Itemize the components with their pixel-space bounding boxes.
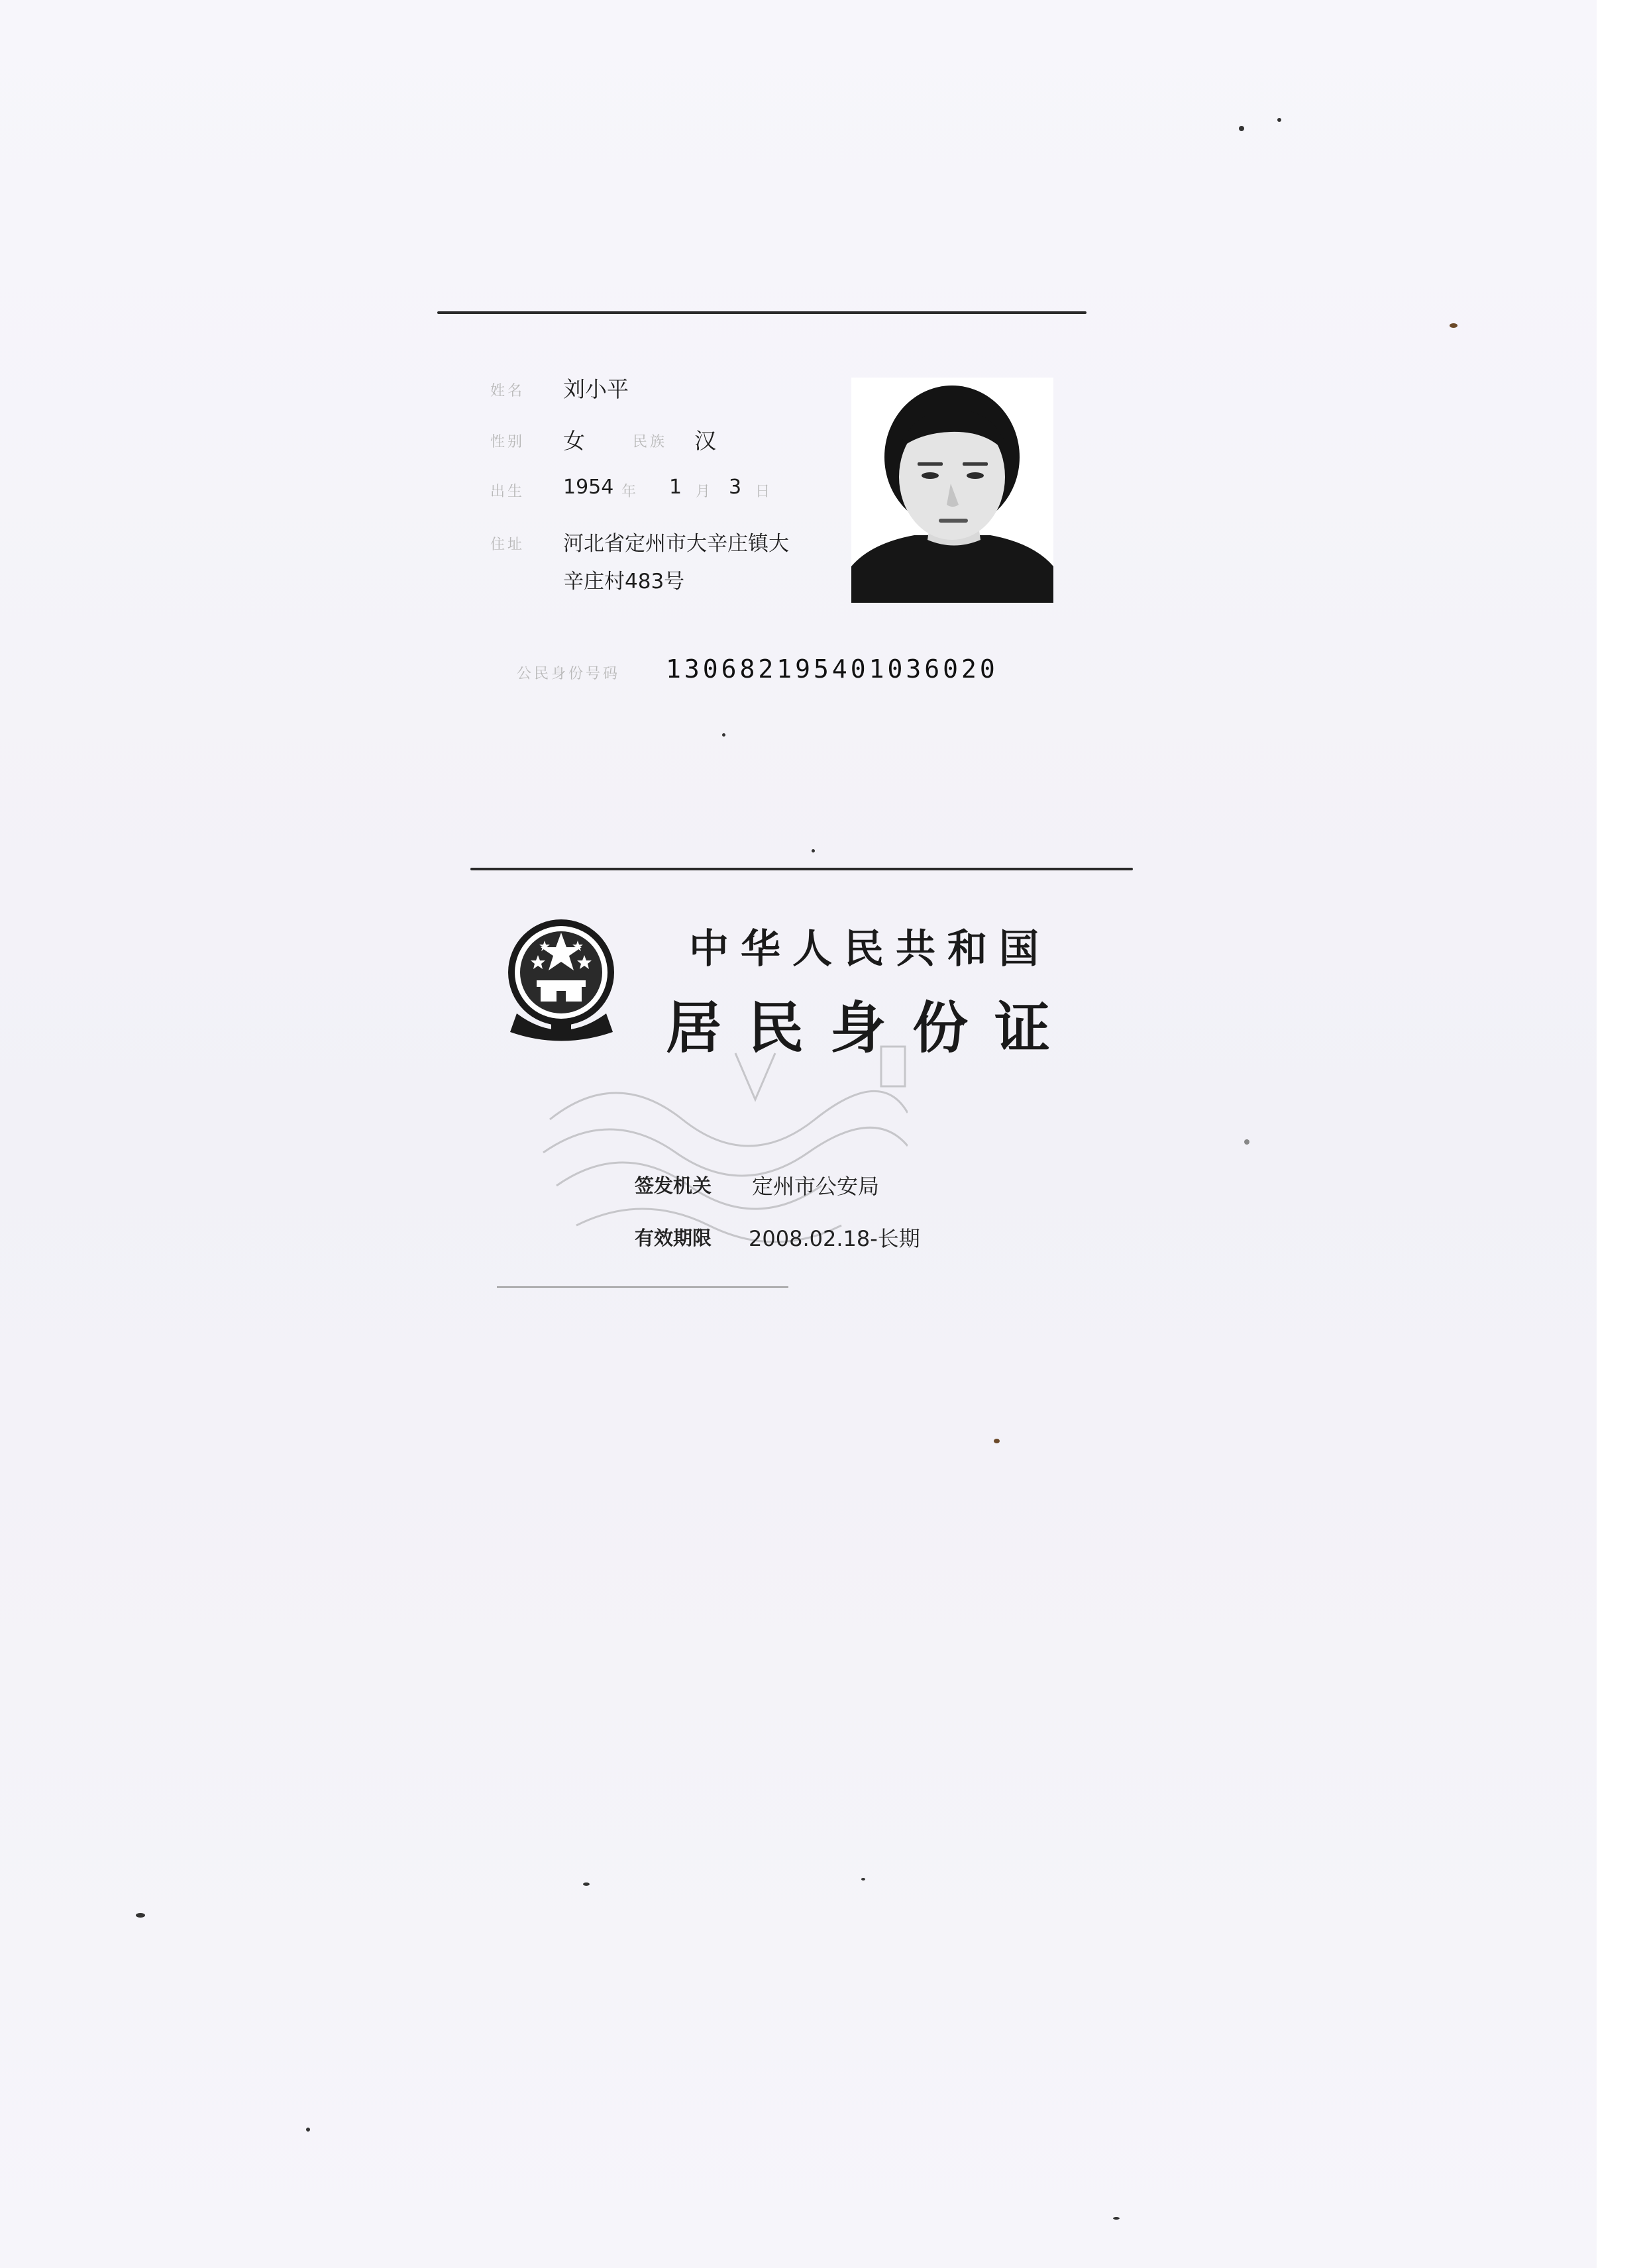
name-label: 姓名 — [490, 383, 525, 399]
sex-value: 女 — [563, 428, 585, 454]
ethnicity-value: 汉 — [694, 428, 716, 454]
scan-speck — [1450, 323, 1458, 328]
scan-speck — [812, 849, 815, 852]
portrait-photo — [851, 378, 1053, 603]
scan-speck — [1239, 126, 1244, 131]
country-title: 中华人民共和国 — [689, 926, 1051, 972]
name-value: 刘小平 — [563, 376, 629, 402]
birth-month: 1 — [669, 476, 682, 499]
scan-speck — [306, 2128, 310, 2132]
month-unit: 月 — [696, 484, 711, 500]
scan-speck — [861, 1878, 865, 1881]
birth-day: 3 — [729, 476, 742, 499]
validity-value: 2008.02.18-长期 — [749, 1226, 920, 1251]
id-number-label: 公民身份号码 — [517, 666, 621, 682]
birth-year: 1954 — [563, 476, 614, 499]
id-number: 130682195401036020 — [666, 654, 998, 684]
address-label: 住址 — [490, 537, 525, 553]
year-unit: 年 — [621, 484, 637, 500]
birth-label: 出生 — [490, 484, 525, 500]
sex-label: 性别 — [490, 434, 525, 450]
scan-speck — [994, 1439, 1000, 1443]
validity-label: 有效期限 — [635, 1227, 712, 1249]
scan-speck — [1244, 1139, 1249, 1145]
authority-value: 定州市公安局 — [752, 1174, 880, 1199]
card-title: 居民身份证 — [666, 995, 1077, 1060]
scan-speck — [136, 1913, 145, 1918]
card-top-border — [437, 311, 1086, 314]
card-bottom-border — [497, 1286, 788, 1288]
address-line-1: 河北省定州市大辛庄镇大 — [563, 532, 789, 556]
card-top-border — [470, 868, 1133, 870]
national-emblem-icon — [504, 914, 619, 1043]
scan-speck — [1113, 2217, 1120, 2220]
ethnicity-label: 民族 — [633, 434, 668, 450]
scan-speck — [1277, 118, 1281, 122]
page-edge — [1597, 0, 1643, 2268]
address-line-2: 辛庄村483号 — [563, 570, 685, 593]
authority-label: 签发机关 — [635, 1174, 712, 1197]
id-card-front — [437, 311, 1086, 682]
id-card-back — [470, 868, 1133, 1292]
scan-speck — [583, 1882, 590, 1886]
day-unit: 日 — [755, 484, 770, 500]
scan-speck — [722, 733, 725, 737]
